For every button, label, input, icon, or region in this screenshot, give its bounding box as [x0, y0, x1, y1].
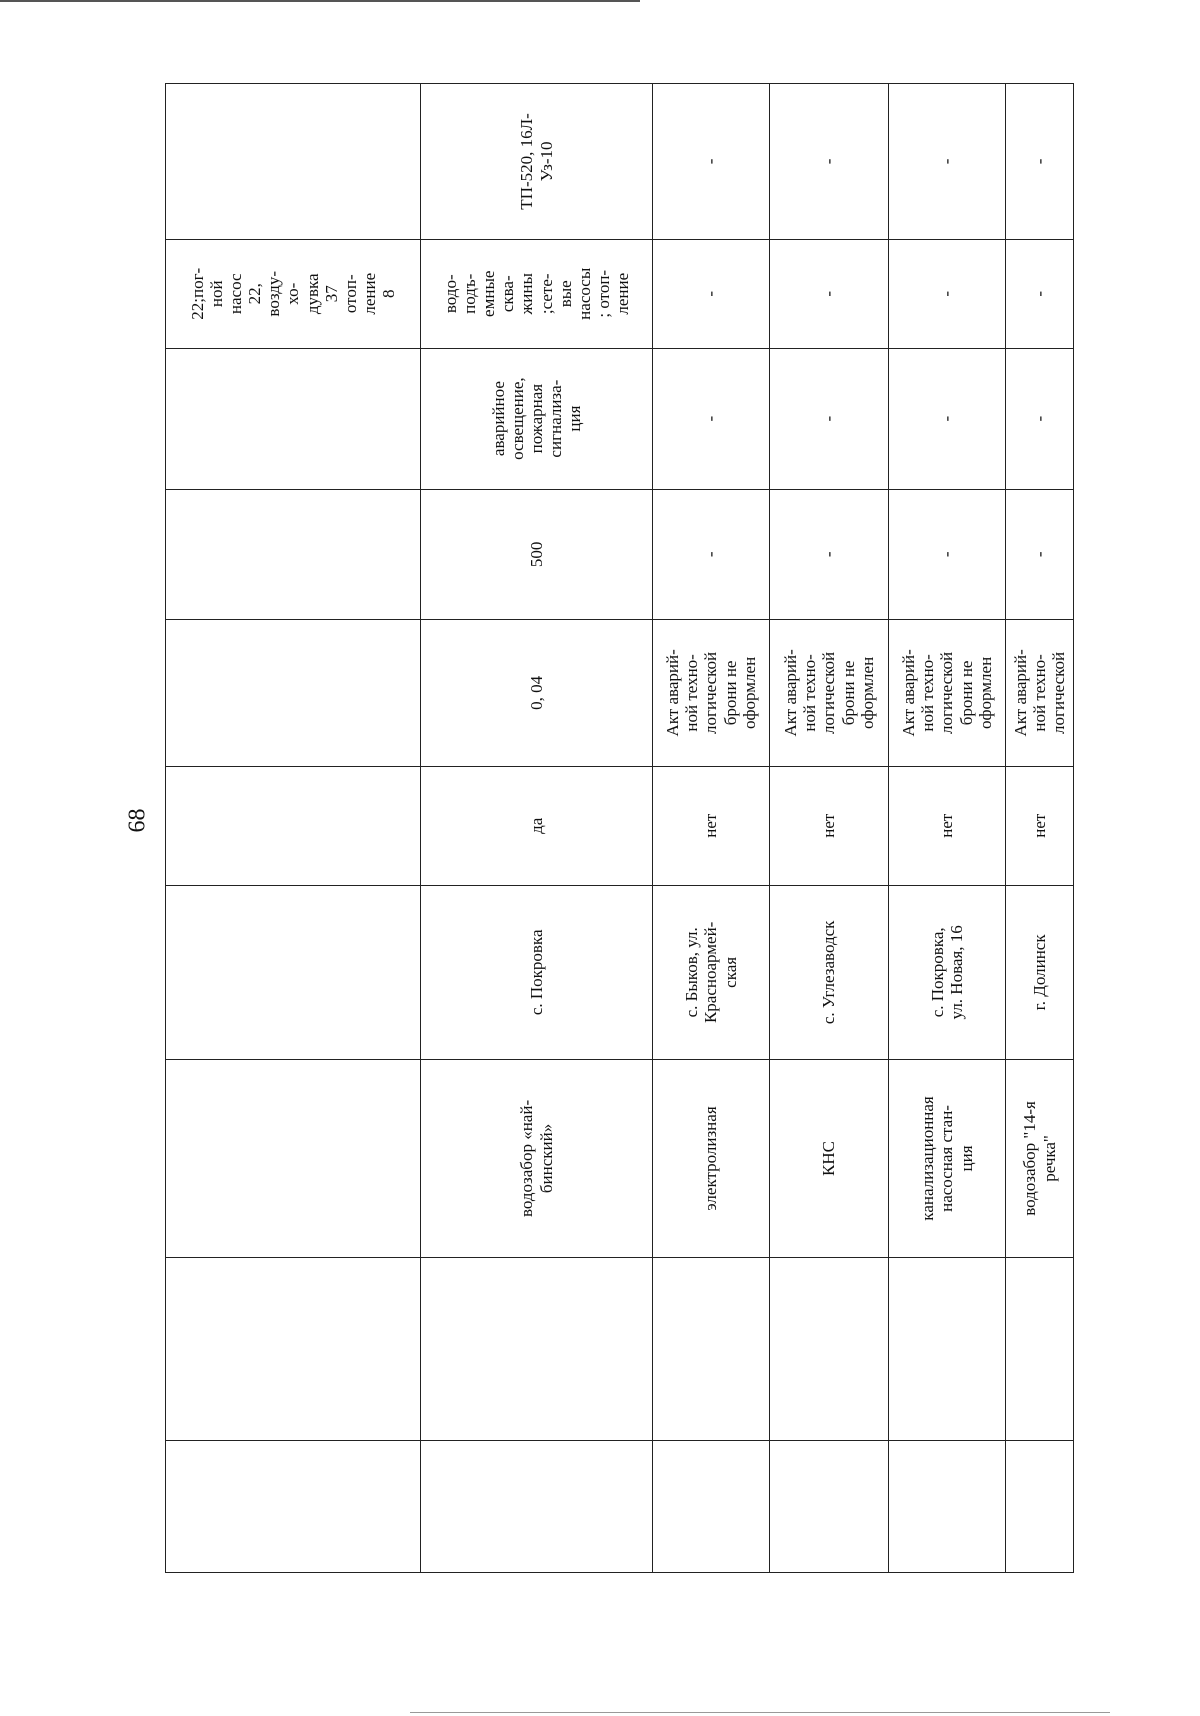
table-cell: г. Долинск [1006, 885, 1074, 1059]
table-cell: электролизная [653, 1059, 770, 1257]
table-cell: Акт аварий- ной техно- логической брони не оформлен [770, 620, 889, 767]
table-cell [1006, 1258, 1074, 1441]
table-cell: 0, 04 [421, 620, 653, 767]
table-cell: ТП-520, 16Л- Уз-10 [421, 84, 653, 240]
table-cell: с. Покровка, ул. Новая, 16 [889, 885, 1006, 1059]
table-cell: - [889, 84, 1006, 240]
table-cell: с. Покровка [421, 885, 653, 1059]
table-cell: Акт аварий- ной техно- логической [1006, 620, 1074, 767]
document-table [165, 83, 1074, 1573]
table-cell: нет [770, 766, 889, 885]
table-cell: - [770, 348, 889, 489]
table-cell [166, 885, 421, 1059]
scan-edge-top [0, 0, 640, 2]
table-cell: - [889, 489, 1006, 620]
table-cell: 500 [421, 489, 653, 620]
table-cell: водо- подъ- емные сква- жины ;сете- вые насосы ; отоп- ление [421, 239, 653, 348]
table-row [1006, 84, 1074, 1573]
table-cell [166, 348, 421, 489]
table-cell [166, 1441, 421, 1573]
table-row [166, 84, 421, 1573]
table-cell [653, 1258, 770, 1441]
table-cell: - [653, 84, 770, 240]
table-cell: - [889, 348, 1006, 489]
table-cell: с. Быков, ул. Красноармей- ская [653, 885, 770, 1059]
table-row [653, 84, 770, 1573]
table-cell: - [653, 348, 770, 489]
rotated-table-container [165, 83, 1073, 1573]
table-cell: - [889, 239, 1006, 348]
table-cell [166, 620, 421, 767]
table-row [421, 84, 653, 1573]
table-cell: канализационная насосная стан- ция [889, 1059, 1006, 1257]
table-cell: - [1006, 348, 1074, 489]
table-cell: нет [653, 766, 770, 885]
table-cell: нет [889, 766, 1006, 885]
page-number [118, 790, 158, 850]
table-cell: - [1006, 239, 1074, 348]
table-cell [166, 489, 421, 620]
table-cell [166, 84, 421, 240]
table-cell [166, 1059, 421, 1257]
table-cell: КНС [770, 1059, 889, 1257]
table-cell: нет [1006, 766, 1074, 885]
table-cell: - [770, 239, 889, 348]
table-cell [889, 1441, 1006, 1573]
table-cell: - [653, 489, 770, 620]
page-number-text: 68 [124, 808, 151, 832]
table-cell: - [653, 239, 770, 348]
scan-edge-bottom [410, 1712, 1110, 1713]
table-cell: водозабор «най- бинский» [421, 1059, 653, 1257]
table-cell [770, 1441, 889, 1573]
table-row [770, 84, 889, 1573]
table-cell: аварийное освещение, пожарная сигнализа- ция [421, 348, 653, 489]
table-row [889, 84, 1006, 1573]
table-cell [166, 766, 421, 885]
table-cell: - [770, 489, 889, 620]
table-cell: - [770, 84, 889, 240]
table-cell [421, 1441, 653, 1573]
table-cell [1006, 1441, 1074, 1573]
table-cell [889, 1258, 1006, 1441]
table-cell [166, 1258, 421, 1441]
table-cell: 22;пог- ной насос 22, возду- хо- дувка 37 отоп- ление 8 [166, 239, 421, 348]
table-cell: - [1006, 489, 1074, 620]
table-cell [421, 1258, 653, 1441]
table-cell [770, 1258, 889, 1441]
table-cell: Акт аварий- ной техно- логической брони не оформлен [889, 620, 1006, 767]
table-cell: водозабор "14-я речка" [1006, 1059, 1074, 1257]
table-cell: с. Углезаводск [770, 885, 889, 1059]
table-cell [653, 1441, 770, 1573]
table-cell: Акт аварий- ной техно- логической брони не оформлен [653, 620, 770, 767]
table-cell: да [421, 766, 653, 885]
table-cell: - [1006, 84, 1074, 240]
